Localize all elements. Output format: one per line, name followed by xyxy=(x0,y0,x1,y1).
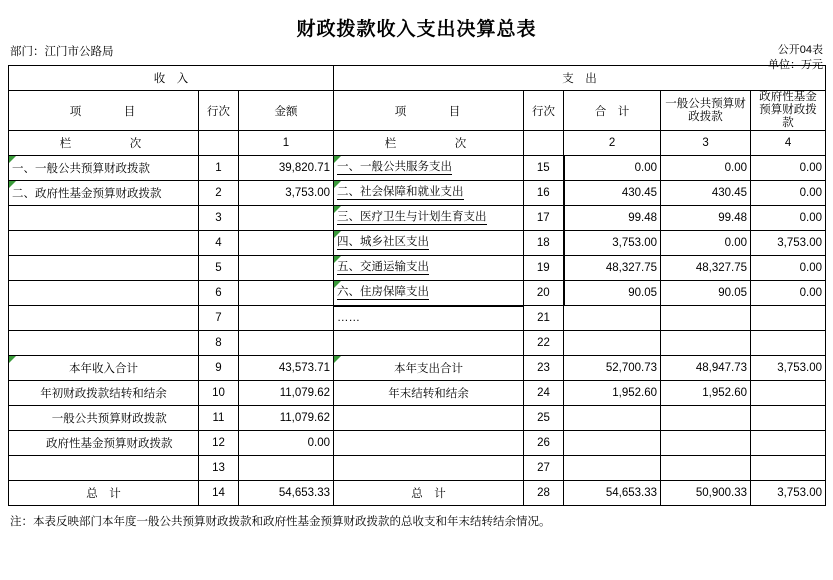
income-line: 9 xyxy=(199,356,239,381)
table-row xyxy=(9,256,826,281)
expense-gfb xyxy=(751,331,826,356)
expense-gpb: 48,947.73 xyxy=(661,356,751,381)
income-column-label: 栏 次 xyxy=(9,131,199,156)
expense-total xyxy=(564,331,661,356)
table-row xyxy=(9,206,826,231)
expense-line: 23 xyxy=(524,356,564,381)
expense-line: 28 xyxy=(524,481,564,506)
income-item: 一般公共预算财政拨款 xyxy=(9,406,199,431)
income-amount xyxy=(239,256,334,281)
expense-item: 总 计 xyxy=(334,481,524,506)
income-item-header: 项 目 xyxy=(9,91,199,131)
expense-gpb: 48,327.75 xyxy=(661,256,751,281)
expense-column-label: 栏 次 xyxy=(334,131,524,156)
expense-line: 18 xyxy=(524,231,564,256)
expense-gfb xyxy=(751,431,826,456)
table-row xyxy=(9,456,826,481)
expense-total: 99.48 xyxy=(564,206,661,231)
income-line: 1 xyxy=(199,156,239,181)
table-row xyxy=(9,181,826,206)
expense-line: 24 xyxy=(524,381,564,406)
expense-gpb xyxy=(661,431,751,456)
expense-gpb: 1,952.60 xyxy=(661,381,751,406)
income-amount xyxy=(239,456,334,481)
expense-item xyxy=(334,156,524,181)
expense-total: 0.00 xyxy=(564,156,661,181)
table-column-number-row xyxy=(9,131,826,156)
table-group-header-row xyxy=(9,66,826,91)
income-item xyxy=(9,306,199,331)
income-line-header: 行次 xyxy=(199,91,239,131)
expense-gfb xyxy=(751,381,826,406)
expense-line: 19 xyxy=(524,256,564,281)
expense-item xyxy=(334,281,524,306)
page-title: 财政拨款收入支出决算总表 xyxy=(296,19,537,40)
expense-gpb xyxy=(661,331,751,356)
department-label: 部门：江门市公路局 xyxy=(10,46,114,58)
budget-table xyxy=(8,65,826,506)
table-row xyxy=(9,481,826,506)
expense-gpb xyxy=(661,306,751,331)
table-row xyxy=(9,381,826,406)
table-note: 注：本表反映部门本年度一般公共预算财政拨款和政府性基金预算财政拨款的总收支和年末结转结余情况。 xyxy=(10,516,551,528)
expense-item xyxy=(334,181,524,206)
expense-gfb: 0.00 xyxy=(751,181,826,206)
income-line: 3 xyxy=(199,206,239,231)
expense-gpb: 99.48 xyxy=(661,206,751,231)
income-item xyxy=(9,456,199,481)
income-line: 4 xyxy=(199,231,239,256)
expense-gfb: 3,753.00 xyxy=(751,356,826,381)
expense-item-text: 三、医疗卫生与计划生育支出 xyxy=(337,211,487,223)
expense-total xyxy=(564,306,661,331)
income-item: 二、政府性基金预算财政拨款 xyxy=(9,181,199,206)
expense-line-header: 行次 xyxy=(524,91,564,131)
expense-col-blank xyxy=(524,131,564,156)
table-row xyxy=(9,356,826,381)
income-col-blank xyxy=(199,131,239,156)
table-row xyxy=(9,156,826,181)
table-body xyxy=(9,156,826,506)
table-column-header-row xyxy=(9,91,826,131)
income-line: 14 xyxy=(199,481,239,506)
expense-line: 20 xyxy=(524,281,564,306)
form-number: 公开04表 xyxy=(777,44,823,56)
expense-line: 21 xyxy=(524,306,564,331)
income-amount xyxy=(239,206,334,231)
expense-total xyxy=(564,456,661,481)
expense-item xyxy=(334,331,524,356)
income-amount: 11,079.62 xyxy=(239,381,334,406)
income-line: 6 xyxy=(199,281,239,306)
expense-line: 27 xyxy=(524,456,564,481)
expense-gfb: 0.00 xyxy=(751,156,826,181)
expense-item xyxy=(334,256,524,281)
income-amount: 54,653.33 xyxy=(239,481,334,506)
income-item: 政府性基金预算财政拨款 xyxy=(9,431,199,456)
expense-total xyxy=(564,431,661,456)
expense-gfb xyxy=(751,406,826,431)
expense-item xyxy=(334,406,524,431)
income-item xyxy=(9,331,199,356)
expense-line: 22 xyxy=(524,331,564,356)
income-amount xyxy=(239,231,334,256)
expense-item-text: 六、住房保障支出 xyxy=(337,285,430,298)
income-item xyxy=(9,281,199,306)
table-row xyxy=(9,406,826,431)
expense-gfb xyxy=(751,456,826,481)
expense-gpb: 50,900.33 xyxy=(661,481,751,506)
expense-gfb: 0.00 xyxy=(751,281,826,306)
income-amount: 43,573.71 xyxy=(239,356,334,381)
income-amount: 11,079.62 xyxy=(239,406,334,431)
table-row xyxy=(9,231,826,256)
income-col-1: 1 xyxy=(239,131,334,156)
income-line: 7 xyxy=(199,306,239,331)
expense-col-2: 2 xyxy=(564,131,661,156)
income-amount-header: 金额 xyxy=(239,91,334,131)
expense-line: 15 xyxy=(524,156,564,181)
table-row xyxy=(9,331,826,356)
income-item: 本年收入合计 xyxy=(9,356,199,381)
income-line: 11 xyxy=(199,406,239,431)
expense-line: 25 xyxy=(524,406,564,431)
expense-gfb: 0.00 xyxy=(751,256,826,281)
income-line: 8 xyxy=(199,331,239,356)
expense-gpb xyxy=(661,406,751,431)
expense-gpb: 90.05 xyxy=(661,281,751,306)
expense-item-text: 一、一般公共服务支出 xyxy=(337,161,453,173)
income-item: 年初财政拨款结转和结余 xyxy=(9,381,199,406)
income-item xyxy=(9,206,199,231)
income-item xyxy=(9,256,199,281)
income-line: 2 xyxy=(199,181,239,206)
expense-item-header: 项 目 xyxy=(334,91,524,131)
expense-total: 52,700.73 xyxy=(564,356,661,381)
expense-gpb xyxy=(661,456,751,481)
expense-item: …… xyxy=(334,306,524,331)
income-line: 13 xyxy=(199,456,239,481)
expense-item xyxy=(334,206,524,231)
expense-group-header: 支 出 xyxy=(334,66,826,91)
expense-gpb-header: 一般公共预算财政拨款 xyxy=(661,91,751,131)
expense-gpb: 0.00 xyxy=(661,156,751,181)
expense-total: 3,753.00 xyxy=(564,231,661,256)
expense-item-text: 四、城乡社区支出 xyxy=(337,236,430,248)
income-item: 总 计 xyxy=(9,481,199,506)
expense-total: 90.05 xyxy=(564,281,661,306)
expense-gfb xyxy=(751,306,826,331)
table-row xyxy=(9,306,826,331)
expense-item: 年末结转和结余 xyxy=(334,381,524,406)
income-item xyxy=(9,231,199,256)
income-amount xyxy=(239,306,334,331)
income-line: 10 xyxy=(199,381,239,406)
expense-line: 26 xyxy=(524,431,564,456)
expense-item-text: 五、交通运输支出 xyxy=(337,261,430,273)
expense-item-text: 二、社会保障和就业支出 xyxy=(337,186,464,198)
expense-gfb: 0.00 xyxy=(751,206,826,231)
expense-total xyxy=(564,406,661,431)
expense-col-4: 4 xyxy=(751,131,826,156)
expense-gfb: 3,753.00 xyxy=(751,481,826,506)
income-amount: 0.00 xyxy=(239,431,334,456)
expense-total: 54,653.33 xyxy=(564,481,661,506)
expense-total: 48,327.75 xyxy=(564,256,661,281)
expense-item xyxy=(334,231,524,256)
income-line: 12 xyxy=(199,431,239,456)
expense-line: 17 xyxy=(524,206,564,231)
income-group-header: 收 入 xyxy=(9,66,334,91)
income-item: 一、一般公共预算财政拨款 xyxy=(9,156,199,181)
income-amount xyxy=(239,331,334,356)
expense-item xyxy=(334,456,524,481)
table-row xyxy=(9,431,826,456)
expense-col-3: 3 xyxy=(661,131,751,156)
expense-total: 1,952.60 xyxy=(564,381,661,406)
expense-item xyxy=(334,431,524,456)
amount-unit: 单位：万元 xyxy=(768,59,823,71)
expense-gpb: 430.45 xyxy=(661,181,751,206)
expense-gfb-header: 政府性基金预算财政拨款 xyxy=(751,91,826,131)
income-line: 5 xyxy=(199,256,239,281)
expense-item: 本年支出合计 xyxy=(334,356,524,381)
expense-total: 430.45 xyxy=(564,181,661,206)
income-amount: 3,753.00 xyxy=(239,181,334,206)
table-row xyxy=(9,281,826,306)
expense-total-header: 合 计 xyxy=(564,91,661,131)
income-amount xyxy=(239,281,334,306)
income-amount: 39,820.71 xyxy=(239,156,334,181)
expense-line: 16 xyxy=(524,181,564,206)
expense-gfb: 3,753.00 xyxy=(751,231,826,256)
expense-gpb: 0.00 xyxy=(661,231,751,256)
